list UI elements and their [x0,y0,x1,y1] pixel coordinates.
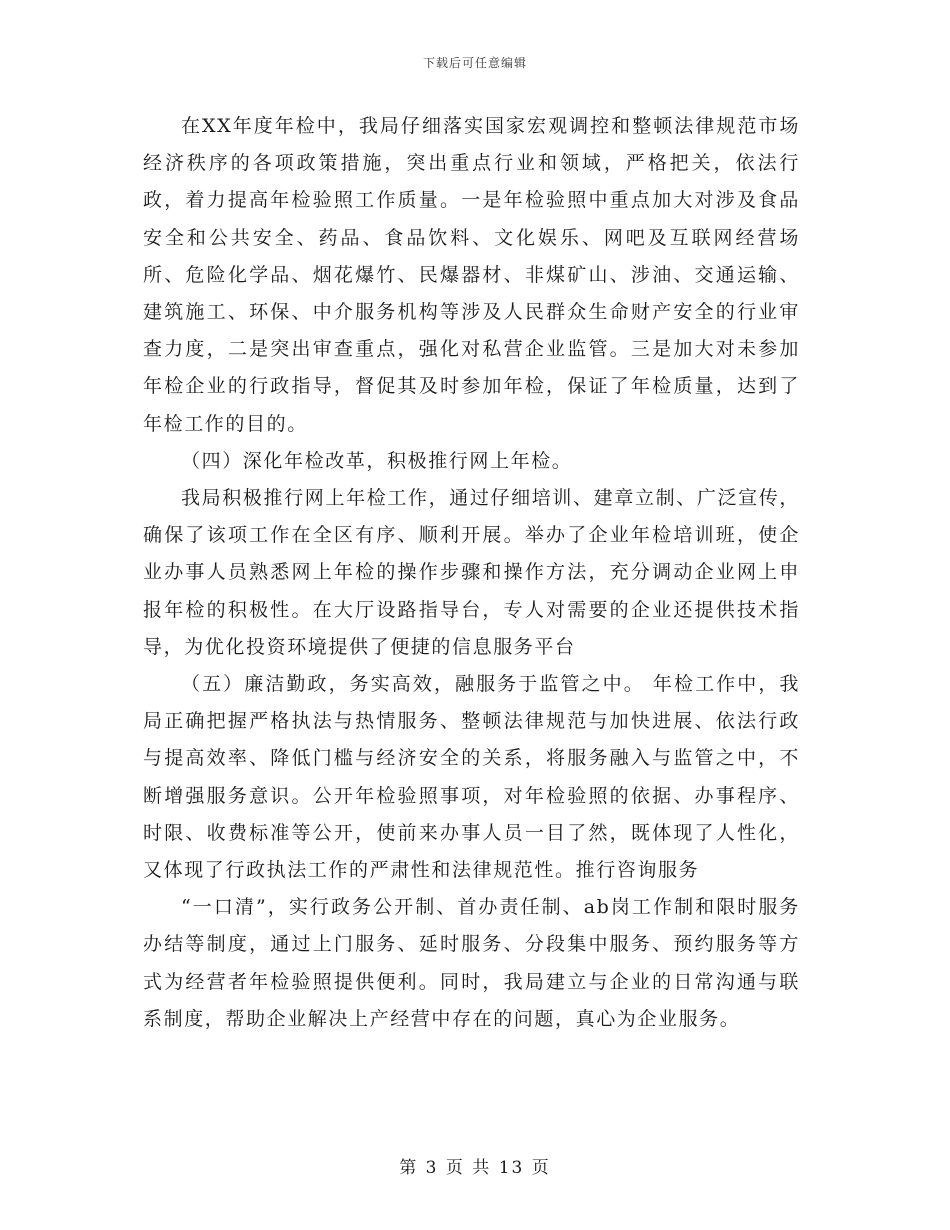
paragraph-annual-inspection: 在XX年度年检中，我局仔细落实国家宏观调控和整顿法律规范市场经济秩序的各项政策措施，突出重点行业和领域，严格把关，依法行政，着力提高年检验照工作质量。一是年检验照中重点加大对涉及食品安全和公共安全、药品、食品饮料、文化娱乐、网吧及互联网经营场所、危险化学品、烟花爆竹、民爆器材、非煤矿山、涉油、交通运输、建筑施工、环保、中介服务机构等涉及人民群众生命财产安全的行业审查力度，二是突出审查重点，强化对私营企业监管。三是加大对未参加年检企业的行政指导，督促其及时参加年检，保证了年检质量，达到了年检工作的目的。 [143,115,800,435]
section-heading-five: （五）廉洁勤政，务实高效，融服务于监管之中。 年检工作中，我局正确把握严格执法与热情服务、整顿法律规范与加快进展、依法行政与提高效率、降低门槛与经济安全的关系，将服务融入与监管之中，不断增强服务意识。公开年检验照事项，对年检验照的依据、办事程序、时限、收费标准等公开，使前来办事人员一目了然，既体现了人性化，又体现了行政执法工作的严肃性和法律规范性。推行咨询服务 [143,673,800,882]
section-heading-four: （四）深化年检改革，积极推行网上年检。 [181,449,573,472]
paragraph-service: “一口清”，实行政务公开制、首办责任制、ab岗工作制和限时服务办结等制度，通过上门服务、延时服务、分段集中服务、预约服务等方式为经营者年检验照提供便利。同时，我局建立与企业的日常沟通与联系制度，帮助企业解决上产经营中存在的问题，真心为企业服务。 [143,896,800,1030]
page-number: 第 3 页 共 13 页 [399,1158,551,1178]
paragraph-online-inspection: 我局积极推行网上年检工作，通过仔细培训、建章立制、广泛宣传，确保了该项工作在全区有序、顺利开展。举办了企业年检培训班，使企业办事人员熟悉网上年检的操作步骤和操作方法，充分调动企业网上申报年检的积极性。在大厅设路指导台，专人对需要的企业还提供技术指导，为优化投资环境提供了便捷的信息服务平台 [143,487,800,658]
document-body [143,108,800,1038]
page-header: 下载后可任意编辑 [422,56,527,70]
